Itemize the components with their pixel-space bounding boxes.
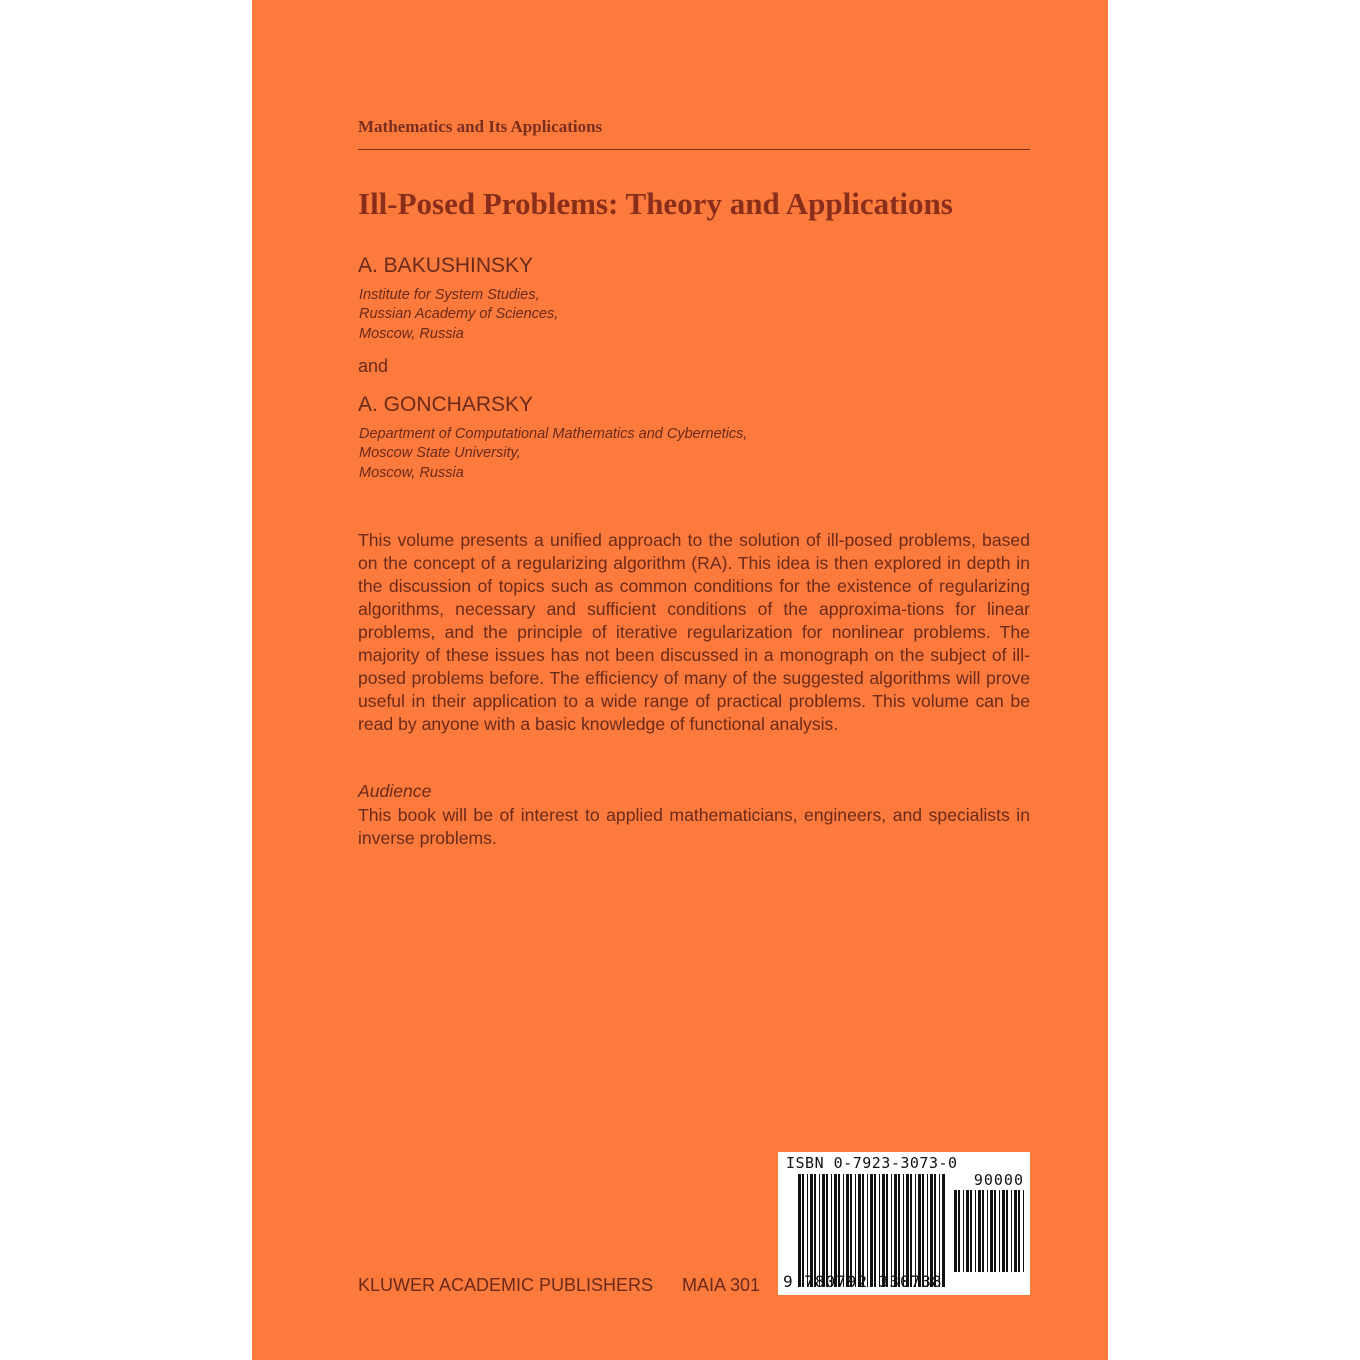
affiliation-line: Moscow, Russia [359, 464, 464, 481]
publisher-name: KLUWER ACADEMIC PUBLISHERS [358, 1275, 654, 1295]
author-conjunction: and [358, 356, 389, 376]
author-1-name: A. BAKUSHINSKY [358, 254, 534, 277]
book-title: Ill-Posed Problems: Theory and Applications [358, 186, 953, 221]
series-name: Mathematics and Its Applications [358, 117, 603, 136]
affiliation-line: Russian Academy of Sciences, [359, 306, 559, 323]
series-number: MAIA 301 [682, 1275, 761, 1295]
series-rule [358, 149, 1030, 150]
author-2-affiliation [359, 425, 747, 483]
isbn-barcode [778, 1152, 1030, 1295]
price-code: 90000 [973, 1171, 1024, 1189]
affiliation-line: Moscow State University, [359, 445, 521, 462]
audience-heading: Audience [358, 781, 432, 801]
author-2-name: A. GONCHARSKY [358, 393, 534, 416]
author-1-affiliation [359, 286, 558, 344]
book-description: This volume presents a unified approach to the solution of ill-posed problems, based on the concept of a regularizing algorithm (RA). This idea is then explored in depth in the discussion of topics such as common conditions for the existence of regularizing algorithms, necessary and sufficient conditions of the approxima-tions for linear problems, and the principle of iterative regularization for nonlinear problems. The majority of these issues has not been discussed in a monograph on the subject of ill-posed problems before. The efficiency of many of the suggested algorithms will prove useful in their application to a wide range of practical problems. This volume can be read by anyone with a basic knowledge of functional analysis. [358, 530, 1030, 734]
isbn-label: ISBN 0-7923-3073-0 [786, 1154, 958, 1172]
affiliation-line: Moscow, Russia [359, 325, 464, 342]
affiliation-line: Institute for System Studies, [359, 287, 540, 303]
audience-text: This book will be of interest to applied mathematicians, engineers, and specialists in inverse problems. [358, 805, 1030, 848]
affiliation-line: Department of Computational Mathematics and Cybernetics, [359, 426, 748, 442]
ean-digits: 9 780792 330738 [783, 1272, 943, 1291]
